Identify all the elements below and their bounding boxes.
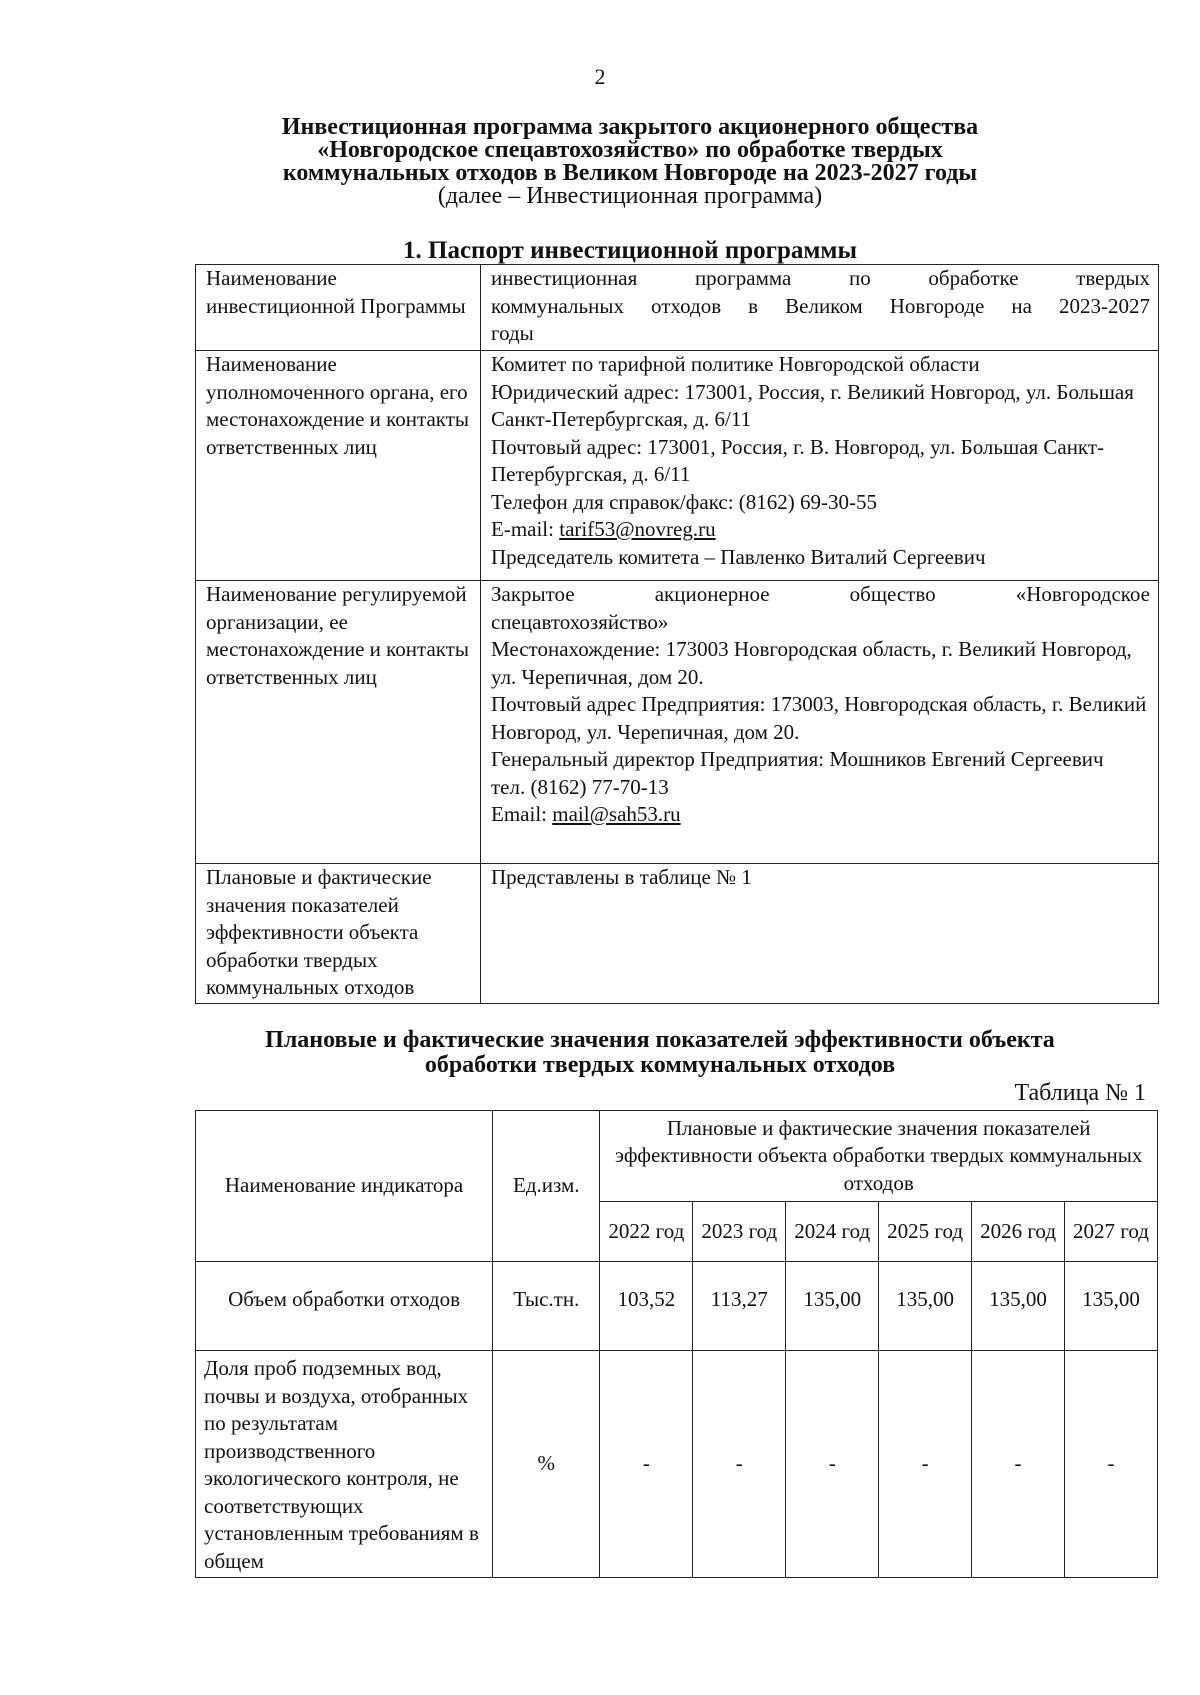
authority-legal-address: Юридический адрес: 173001, Россия, г. Великий Новгород, ул. Большая Санкт-Петербургская, д. 6/11 <box>491 379 1134 431</box>
indicator-value: - <box>879 1351 972 1578</box>
organization-postal-address: Почтовый адрес Предприятия: 173003, Новгородская область, г. Великий Новгород, ул. Черепичная, дом 20. <box>491 692 1147 744</box>
email-label: Email: <box>491 802 553 826</box>
title-line-4: (далее – Инвестиционная программа) <box>437 183 823 209</box>
passport-table <box>195 264 1159 1004</box>
passport-row-program-name <box>196 265 1159 351</box>
indicators-table <box>195 1110 1158 1578</box>
passport-value <box>481 351 1159 581</box>
indicator-name: Доля проб подземных вод, почвы и воздуха, отобранных по результатам производственного экологического контроля, не соответствующих установленным требованиям в общем <box>196 1351 493 1578</box>
authority-email-line <box>491 516 1150 544</box>
indicator-value: - <box>693 1351 786 1578</box>
indicator-value: - <box>1065 1351 1158 1578</box>
authority-phone: Телефон для справок/факс: (8162) 69-30-55 <box>491 489 877 514</box>
passport-row-indicators <box>196 864 1159 1004</box>
indicator-value: 135,00 <box>786 1262 879 1351</box>
table-heading-line-2: обработки твердых коммунальных отходов <box>424 1052 896 1078</box>
program-name-line-2: коммунальных отходов в Великом Новгороде на 2023-2027 <box>491 293 1150 318</box>
passport-value <box>481 581 1159 864</box>
title-line-1: Инвестиционная программа закрытого акционерного общества <box>281 114 979 140</box>
organization-location: Местонахождение: 173003 Новгородская область, г. Великий Новгород, ул. Черепичная, дом 20. <box>491 637 1132 689</box>
indicator-value: - <box>972 1351 1065 1578</box>
document-title <box>180 116 1080 208</box>
indicators-table-heading <box>180 1028 1140 1078</box>
authority-email-link[interactable]: tarif53@novreg.ru <box>559 517 716 541</box>
table-header-row <box>196 1111 1158 1202</box>
passport-value: Представлены в таблице № 1 <box>481 864 1159 1004</box>
organization-email-link[interactable]: mail@sah53.ru <box>552 802 681 826</box>
organization-phone: тел. (8162) 77-70-13 <box>491 774 669 799</box>
table-row <box>196 1351 1158 1578</box>
organization-name-line-1: Закрытое акционерное общество «Новгородское <box>491 582 1150 606</box>
indicator-value: - <box>786 1351 879 1578</box>
authority-name: Комитет по тарифной политике Новгородской области <box>491 352 980 376</box>
header-unit: Ед.изм. <box>493 1111 600 1262</box>
header-year: 2027 год <box>1065 1202 1158 1262</box>
indicator-value: 103,52 <box>600 1262 693 1351</box>
indicator-value: 113,27 <box>693 1262 786 1351</box>
email-label: E-mail: <box>491 517 560 541</box>
program-name-line-3: годы <box>491 321 534 345</box>
passport-label: Плановые и фактические значения показателей эффективности объекта обработки твердых коммунальных отходов <box>196 864 481 1004</box>
authority-chairman: Председатель комитета – Павленко Виталий Сергеевич <box>491 544 986 569</box>
header-year: 2026 год <box>972 1202 1065 1262</box>
header-indicator-name: Наименование индикатора <box>196 1111 493 1262</box>
passport-label: Наименование уполномоченного органа, его местонахождение и контакты ответственных лиц <box>196 351 481 581</box>
page-number: 2 <box>594 64 606 89</box>
indicator-value: 135,00 <box>1065 1262 1158 1351</box>
passport-row-authority <box>196 351 1159 581</box>
indicator-value: 135,00 <box>879 1262 972 1351</box>
passport-value <box>481 265 1159 351</box>
header-year: 2024 год <box>786 1202 879 1262</box>
header-year: 2025 год <box>879 1202 972 1262</box>
indicator-unit: Тыс.тн. <box>493 1262 600 1351</box>
program-name-line-1: инвестиционная программа по обработке твердых <box>491 266 1150 290</box>
organization-director: Генеральный директор Предприятия: Мошников Евгений Сергеевич <box>491 747 1104 771</box>
passport-row-organization <box>196 581 1159 864</box>
indicator-value: 135,00 <box>972 1262 1065 1351</box>
organization-email-line <box>491 801 1150 829</box>
authority-postal-address: Почтовый адрес: 173001, Россия, г. В. Новгород, ул. Большая Санкт-Петербургская, д. 6/11 <box>491 434 1105 486</box>
passport-label: Наименование регулируемой организации, ее местонахождение и контакты ответственных лиц <box>196 581 481 864</box>
header-values-group: Плановые и фактические значения показателей эффективности объекта обработки твердых коммунальных отходов <box>600 1111 1158 1202</box>
organization-name-line-2: спецавтохозяйство» <box>491 609 669 634</box>
header-year: 2022 год <box>600 1202 693 1262</box>
table-heading-line-1: Плановые и фактические значения показателей эффективности объекта <box>265 1027 1055 1053</box>
title-line-2: «Новгородское спецавтохозяйство» по обработке твердых <box>317 137 943 163</box>
title-line-3: коммунальных отходов в Великом Новгороде на 2023-2027 годы <box>282 160 978 186</box>
header-year: 2023 год <box>693 1202 786 1262</box>
passport-heading: 1. Паспорт инвестиционной программы <box>403 237 857 264</box>
table-row <box>196 1262 1158 1351</box>
table-caption: Таблица № 1 <box>1014 1080 1146 1106</box>
indicator-name: Объем обработки отходов <box>196 1262 493 1351</box>
passport-label: Наименование инвестиционной Программы <box>196 265 481 351</box>
indicator-value: - <box>600 1351 693 1578</box>
indicator-unit: % <box>493 1351 600 1578</box>
